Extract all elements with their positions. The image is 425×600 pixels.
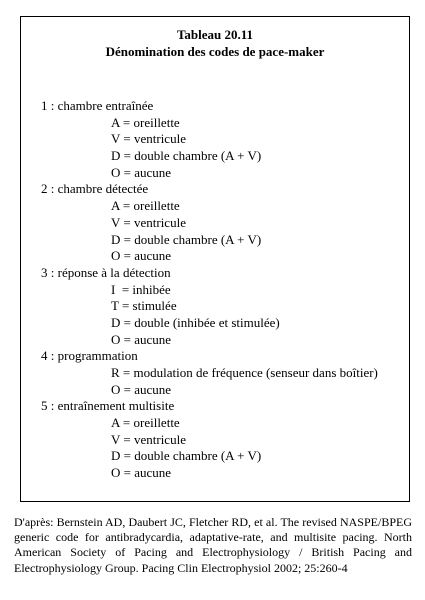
section-label: 1 : chambre entraînée	[41, 98, 154, 113]
code-item: R = modulation de fréquence (senseur dans boîtier)	[111, 365, 378, 380]
code-item: D = double chambre (A + V)	[111, 231, 262, 247]
table-subtitle: Dénomination des codes de pace-maker	[105, 44, 325, 59]
code-item: D = double chambre (A + V)	[111, 148, 262, 164]
code-item: O = aucune	[111, 164, 172, 180]
section-label: 3 : réponse à la détection	[41, 264, 171, 280]
section-label: 4 : programmation	[41, 348, 138, 364]
source-citation: D'après: Bernstein AD, Daubert JC, Fletcher RD, et al. The revised NASPE/BPEG generic code for antibradycardia, adaptative-rate, and multisite pacing. North American Society of Pacing and Electrophysiology / British Pacing and Electrophysiology Group. Pacing Clin Electrophysiol 2002; 25:260-4	[14, 515, 412, 575]
code-item: V = ventricule	[111, 431, 186, 447]
code-item: O = aucune	[111, 381, 172, 397]
code-item: V = ventricule	[111, 214, 186, 230]
section-label: 2 : chambre détectée	[41, 181, 149, 197]
section-label: 5 : entraînement multisite	[41, 398, 175, 414]
code-item: A = oreillette	[111, 198, 180, 214]
code-item: O = aucune	[111, 465, 172, 481]
code-item: V = ventricule	[111, 131, 186, 147]
table-title: Tableau 20.11	[176, 27, 254, 42]
code-item: O = aucune	[111, 331, 172, 347]
code-item: O = aucune	[111, 248, 172, 264]
code-item: A = oreillette	[111, 114, 180, 130]
code-item: D = double (inhibée et stimulée)	[111, 314, 280, 330]
table-box	[20, 16, 410, 502]
code-item: I = inhibée	[111, 281, 171, 297]
code-item: D = double chambre (A + V)	[111, 448, 262, 464]
code-item: A = oreillette	[111, 415, 180, 431]
code-list	[41, 98, 409, 482]
code-item: T = stimulée	[111, 298, 177, 314]
